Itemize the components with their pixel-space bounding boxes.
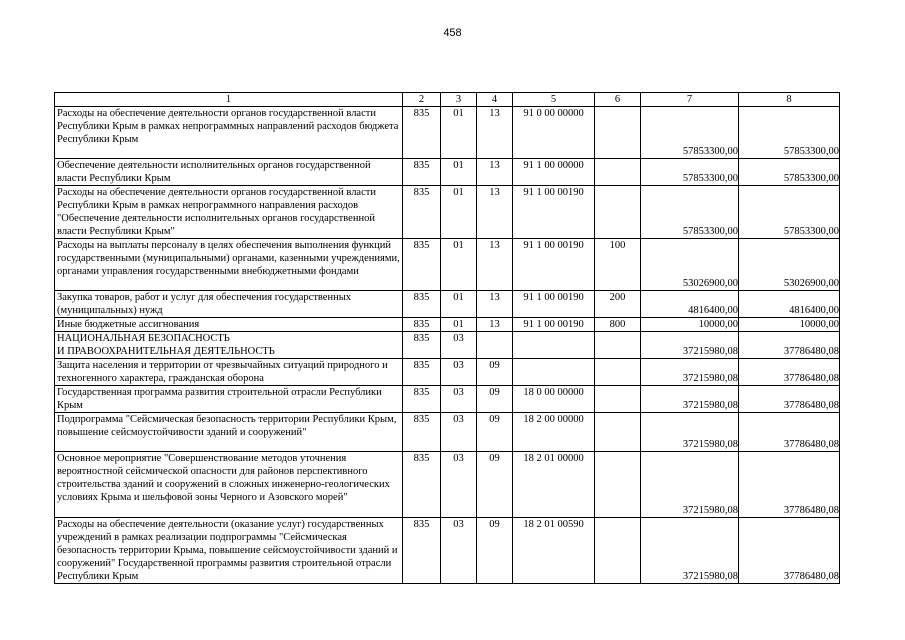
row-target-cell: 18 2 00 00000 xyxy=(513,413,595,452)
header-row xyxy=(55,93,840,107)
row-name-cell: Основное мероприятие "Совершенствование методов уточнения вероятностной сейсмической опасности для районов перспективного строительства зданий и сооружений в сложных инженерно-геологических условиях Крыма и шельфовой зоны Черного и Азовского морей" xyxy=(55,452,403,518)
row-type-cell xyxy=(595,518,641,584)
row-subsection-cell: 09 xyxy=(477,386,513,413)
row-subsection-cell: 13 xyxy=(477,239,513,291)
table-row xyxy=(55,239,840,291)
row-subsection-cell: 13 xyxy=(477,291,513,318)
row-code-cell: 835 xyxy=(403,186,441,239)
table-row xyxy=(55,386,840,413)
header-cell: 6 xyxy=(595,93,641,107)
row-name-cell: НАЦИОНАЛЬНАЯ БЕЗОПАСНОСТЬ И ПРАВООХРАНИТЕЛЬНАЯ ДЕЯТЕЛЬНОСТЬ xyxy=(55,332,403,359)
row-type-cell xyxy=(595,413,641,452)
row-target-cell: 18 2 01 00590 xyxy=(513,518,595,584)
row-amount-cell: 37786480,08 xyxy=(739,386,840,413)
row-target-cell xyxy=(513,359,595,386)
row-code-cell: 835 xyxy=(403,239,441,291)
row-amount-cell: 37215980,08 xyxy=(641,359,739,386)
row-section-cell: 01 xyxy=(441,239,477,291)
row-type-cell xyxy=(595,107,641,159)
row-section-cell: 01 xyxy=(441,291,477,318)
header-cell: 7 xyxy=(641,93,739,107)
row-code-cell: 835 xyxy=(403,452,441,518)
row-amount-cell: 57853300,00 xyxy=(641,107,739,159)
row-subsection-cell: 13 xyxy=(477,107,513,159)
row-type-cell xyxy=(595,159,641,186)
row-code-cell: 835 xyxy=(403,159,441,186)
table-row xyxy=(55,413,840,452)
row-target-cell: 18 0 00 00000 xyxy=(513,386,595,413)
table-row xyxy=(55,159,840,186)
row-subsection-cell: 09 xyxy=(477,518,513,584)
row-amount-cell: 37786480,08 xyxy=(739,332,840,359)
row-section-cell: 03 xyxy=(441,332,477,359)
row-target-cell: 91 1 00 00000 xyxy=(513,159,595,186)
row-target-cell: 91 1 00 00190 xyxy=(513,291,595,318)
row-name-cell: Обеспечение деятельности исполнительных органов государственной власти Республики Крым xyxy=(55,159,403,186)
row-type-cell xyxy=(595,359,641,386)
row-type-cell: 100 xyxy=(595,239,641,291)
row-subsection-cell: 09 xyxy=(477,359,513,386)
row-amount-cell: 53026900,00 xyxy=(641,239,739,291)
row-amount-cell: 4816400,00 xyxy=(739,291,840,318)
row-amount-cell: 37215980,08 xyxy=(641,413,739,452)
row-subsection-cell: 09 xyxy=(477,452,513,518)
row-section-cell: 03 xyxy=(441,452,477,518)
row-amount-cell: 37215980,08 xyxy=(641,386,739,413)
table-row xyxy=(55,291,840,318)
row-section-cell: 01 xyxy=(441,318,477,332)
header-cell: 4 xyxy=(477,93,513,107)
header-cell: 8 xyxy=(739,93,840,107)
row-subsection-cell xyxy=(477,332,513,359)
row-section-cell: 01 xyxy=(441,159,477,186)
row-amount-cell: 37215980,08 xyxy=(641,518,739,584)
table-row xyxy=(55,518,840,584)
row-section-cell: 03 xyxy=(441,386,477,413)
row-type-cell: 200 xyxy=(595,291,641,318)
row-type-cell xyxy=(595,386,641,413)
row-code-cell: 835 xyxy=(403,359,441,386)
table-row xyxy=(55,107,840,159)
row-amount-cell: 37786480,08 xyxy=(739,518,840,584)
row-amount-cell: 10000,00 xyxy=(739,318,840,332)
row-section-cell: 03 xyxy=(441,518,477,584)
row-target-cell: 91 0 00 00000 xyxy=(513,107,595,159)
row-name-cell: Закупка товаров, работ и услуг для обеспечения государственных (муниципальных) нужд xyxy=(55,291,403,318)
row-target-cell xyxy=(513,332,595,359)
row-target-cell: 18 2 01 00000 xyxy=(513,452,595,518)
row-section-cell: 01 xyxy=(441,186,477,239)
row-name-cell: Защита населения и территории от чрезвычайных ситуаций природного и техногенного характера, гражданская оборона xyxy=(55,359,403,386)
row-code-cell: 835 xyxy=(403,413,441,452)
row-section-cell: 03 xyxy=(441,359,477,386)
table-row xyxy=(55,332,840,359)
row-amount-cell: 37786480,08 xyxy=(739,359,840,386)
row-subsection-cell: 13 xyxy=(477,318,513,332)
row-amount-cell: 53026900,00 xyxy=(739,239,840,291)
row-name-cell: Иные бюджетные ассигнования xyxy=(55,318,403,332)
row-type-cell xyxy=(595,452,641,518)
row-name-cell: Расходы на обеспечение деятельности (оказание услуг) государственных учреждений в рамках реализации подпрограммы "Сейсмическая безопасность территории Крыма, повышение сейсмоустойчивости зданий и сооружений" Государственной программы развития строительной отрасли Республики Крым xyxy=(55,518,403,584)
row-code-cell: 835 xyxy=(403,332,441,359)
row-amount-cell: 4816400,00 xyxy=(641,291,739,318)
row-type-cell xyxy=(595,186,641,239)
header-cell: 5 xyxy=(513,93,595,107)
budget-table xyxy=(54,92,840,584)
row-code-cell: 835 xyxy=(403,291,441,318)
row-amount-cell: 57853300,00 xyxy=(739,107,840,159)
row-code-cell: 835 xyxy=(403,107,441,159)
row-amount-cell: 37215980,08 xyxy=(641,332,739,359)
row-section-cell: 03 xyxy=(441,413,477,452)
row-type-cell xyxy=(595,332,641,359)
row-target-cell: 91 1 00 00190 xyxy=(513,318,595,332)
header-cell: 3 xyxy=(441,93,477,107)
row-subsection-cell: 09 xyxy=(477,413,513,452)
row-code-cell: 835 xyxy=(403,518,441,584)
row-amount-cell: 57853300,00 xyxy=(641,186,739,239)
row-amount-cell: 37786480,08 xyxy=(739,413,840,452)
table-row xyxy=(55,452,840,518)
row-name-cell: Расходы на обеспечение деятельности органов государственной власти Республики Крым в рамках непрограммных направлений расходов бюджета Республики Крым xyxy=(55,107,403,159)
page-number: 458 xyxy=(443,27,462,39)
row-amount-cell: 57853300,00 xyxy=(739,186,840,239)
header-cell: 1 xyxy=(55,93,403,107)
row-section-cell: 01 xyxy=(441,107,477,159)
table-row xyxy=(55,359,840,386)
table-row xyxy=(55,318,840,332)
row-subsection-cell: 13 xyxy=(477,186,513,239)
row-code-cell: 835 xyxy=(403,386,441,413)
row-name-cell: Расходы на выплаты персоналу в целях обеспечения выполнения функций государственными (муниципальными) органами, казенными учреждениями, органами управления государственными внебюджетными фондами xyxy=(55,239,403,291)
row-code-cell: 835 xyxy=(403,318,441,332)
row-target-cell: 91 1 00 00190 xyxy=(513,239,595,291)
row-amount-cell: 37786480,08 xyxy=(739,452,840,518)
row-amount-cell: 10000,00 xyxy=(641,318,739,332)
row-amount-cell: 57853300,00 xyxy=(739,159,840,186)
header-cell: 2 xyxy=(403,93,441,107)
row-amount-cell: 37215980,08 xyxy=(641,452,739,518)
row-subsection-cell: 13 xyxy=(477,159,513,186)
row-name-cell: Подпрограмма "Сейсмическая безопасность территории Республики Крым, повышение сейсмоустойчивости зданий и сооружений" xyxy=(55,413,403,452)
row-target-cell: 91 1 00 00190 xyxy=(513,186,595,239)
table-row xyxy=(55,186,840,239)
row-name-cell: Расходы на обеспечение деятельности органов государственной власти Республики Крым в рамках непрограммного направления расходов "Обеспечение деятельности исполнительных органов государственной власти Республики Крым" xyxy=(55,186,403,239)
row-name-cell: Государственная программа развития строительной отрасли Республики Крым xyxy=(55,386,403,413)
row-type-cell: 800 xyxy=(595,318,641,332)
row-amount-cell: 57853300,00 xyxy=(641,159,739,186)
